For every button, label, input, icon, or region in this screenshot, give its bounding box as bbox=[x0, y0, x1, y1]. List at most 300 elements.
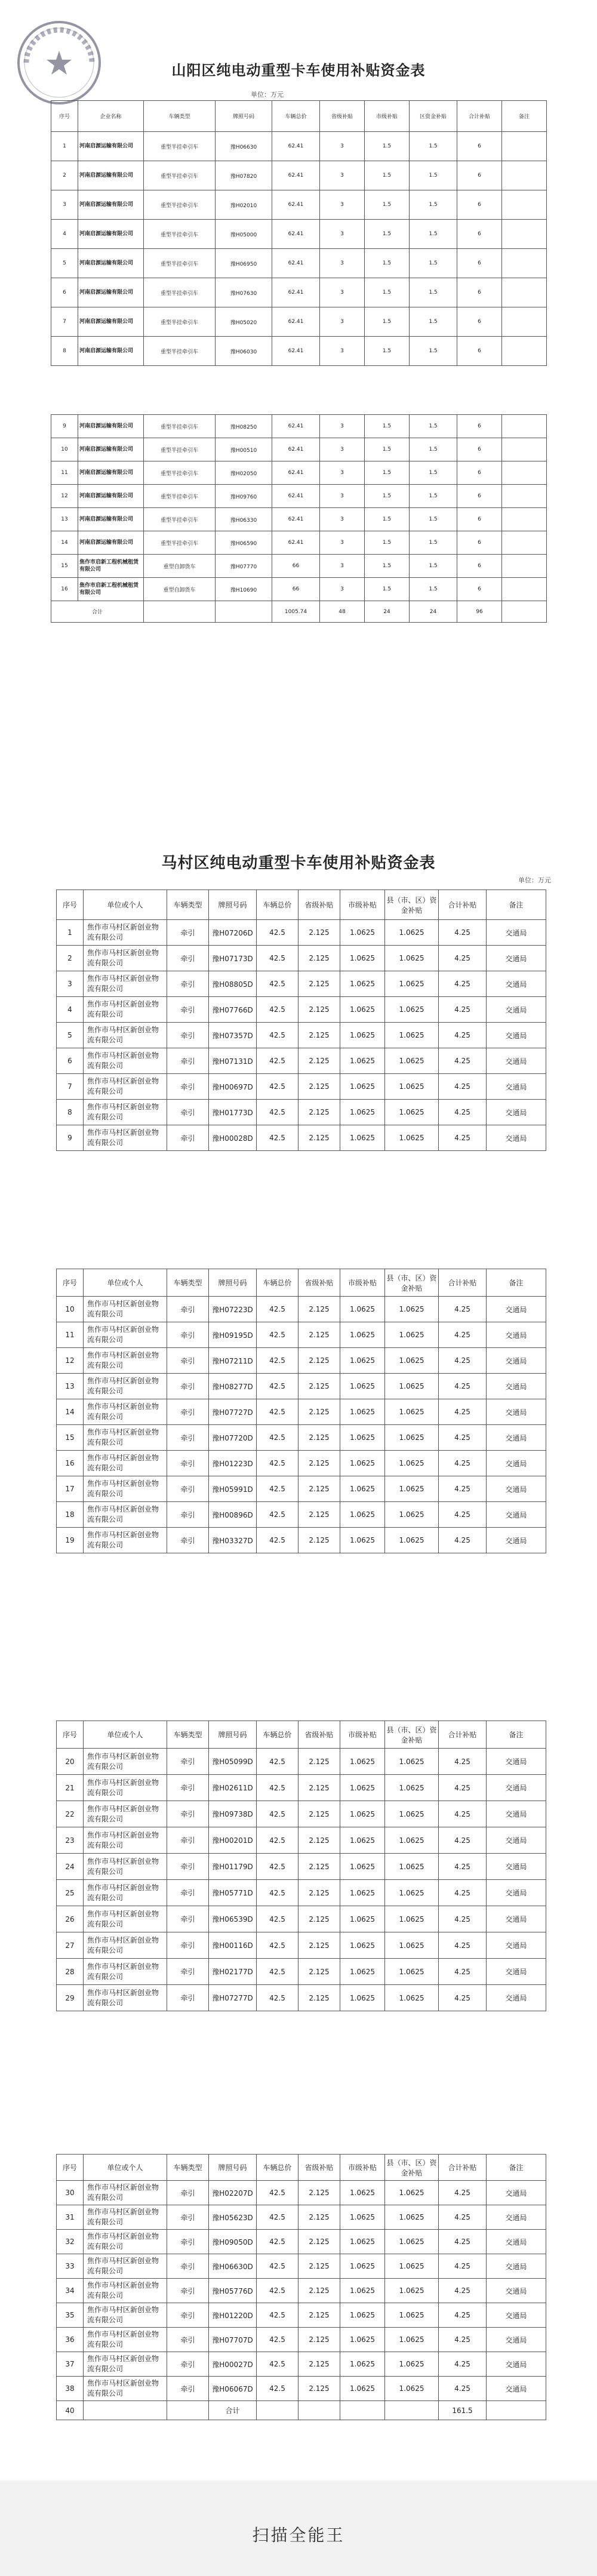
table-row bbox=[57, 1985, 546, 2011]
table-cell: 焦作市马村区新创业物流有限公司 bbox=[84, 1906, 167, 1932]
table-cell: 豫H05771D bbox=[209, 1880, 257, 1906]
table-cell: 14 bbox=[57, 1399, 84, 1425]
table-cell: 1.0625 bbox=[340, 1348, 385, 1374]
table-cell: 3 bbox=[320, 190, 365, 220]
table-row bbox=[51, 220, 547, 249]
table-cell: 3 bbox=[320, 161, 365, 190]
table-cell: 66 bbox=[272, 555, 320, 578]
table-cell: 1.5 bbox=[410, 485, 457, 508]
table-cell: 2.125 bbox=[298, 2279, 340, 2303]
table-cell: 1.0625 bbox=[385, 1125, 439, 1151]
table-cell: 1.5 bbox=[365, 132, 410, 161]
table-cell: 重型半挂牵引车 bbox=[144, 485, 216, 508]
table-cell: 1.0625 bbox=[340, 1100, 385, 1125]
table-cell: 10 bbox=[51, 438, 78, 461]
table-cell: 焦作市马村区新创业物流有限公司 bbox=[84, 1322, 167, 1348]
table-cell: 焦作市马村区新创业物流有限公司 bbox=[84, 1476, 167, 1502]
table-cell: 42.5 bbox=[257, 1425, 298, 1451]
table-cell: 3 bbox=[320, 132, 365, 161]
column-header: 备注 bbox=[487, 1721, 546, 1749]
table-cell: 1.5 bbox=[365, 485, 410, 508]
table-cell: 重型半挂牵引车 bbox=[144, 307, 216, 337]
table-cell: 交通局 bbox=[487, 1074, 546, 1100]
table-cell: 焦作市马村区新创业物流有限公司 bbox=[84, 997, 167, 1023]
table-cell: 河南启源运输有限公司 bbox=[78, 461, 144, 485]
table-cell: 焦作市马村区新创业物流有限公司 bbox=[84, 971, 167, 997]
table-cell: 2.125 bbox=[298, 1425, 340, 1451]
table-row bbox=[57, 1399, 546, 1425]
table-cell: 交通局 bbox=[487, 997, 546, 1023]
table-row bbox=[57, 2303, 546, 2328]
table-cell: 16 bbox=[51, 578, 78, 601]
table-cell: 7 bbox=[57, 1074, 84, 1100]
column-header: 序号 bbox=[57, 1721, 84, 1749]
column-header: 备注 bbox=[487, 1269, 546, 1297]
table-cell: 4.25 bbox=[439, 1959, 487, 1985]
table-cell: 4.25 bbox=[439, 1502, 487, 1528]
doc2-header-row-3 bbox=[57, 1721, 546, 1749]
table-row bbox=[57, 1932, 546, 1959]
table-cell: 6 bbox=[457, 278, 502, 307]
table-cell: 42.5 bbox=[257, 2303, 298, 2328]
table-cell: 42.5 bbox=[257, 1100, 298, 1125]
table-cell: 42.5 bbox=[257, 2377, 298, 2401]
table-cell: 重型半挂牵引车 bbox=[144, 190, 216, 220]
table-cell: 4.25 bbox=[439, 1100, 487, 1125]
table-cell: 1.0625 bbox=[385, 997, 439, 1023]
table-cell: 1.5 bbox=[410, 415, 457, 438]
table-cell: 重型半挂牵引车 bbox=[144, 161, 216, 190]
table-cell: 62.41 bbox=[272, 161, 320, 190]
table-cell: 1.0625 bbox=[340, 1399, 385, 1425]
table-cell bbox=[502, 531, 547, 555]
column-header: 备注 bbox=[487, 2155, 546, 2181]
table-cell: 豫H06590 bbox=[216, 531, 272, 555]
table-cell: 2 bbox=[51, 161, 78, 190]
column-header: 车辆总价 bbox=[257, 1721, 298, 1749]
column-header: 市级补贴 bbox=[340, 890, 385, 920]
table-cell: 17 bbox=[57, 1476, 84, 1502]
table-cell: 牵引 bbox=[167, 2205, 209, 2230]
column-header: 县（市、区）资金补贴 bbox=[385, 2155, 439, 2181]
table-cell: 交通局 bbox=[487, 1348, 546, 1374]
table-cell: 42.5 bbox=[257, 1775, 298, 1801]
table-cell: 1.0625 bbox=[385, 1528, 439, 1553]
table-cell: 33 bbox=[57, 2254, 84, 2279]
doc2-table-1 bbox=[56, 890, 546, 1151]
table-cell: 42.5 bbox=[257, 997, 298, 1023]
table-cell: 42.5 bbox=[257, 2205, 298, 2230]
table-cell: 1.0625 bbox=[340, 1801, 385, 1827]
table-cell: 交通局 bbox=[487, 946, 546, 971]
table-cell: 牵引 bbox=[167, 997, 209, 1023]
table-cell: 焦作市马村区新创业物流有限公司 bbox=[84, 1023, 167, 1048]
table-cell: 交通局 bbox=[487, 1880, 546, 1906]
table-cell: 1.0625 bbox=[385, 2279, 439, 2303]
table-cell: 4.25 bbox=[439, 1074, 487, 1100]
table-cell: 豫H00201D bbox=[209, 1827, 257, 1854]
table-cell: 4.25 bbox=[439, 920, 487, 946]
table-cell: 2.125 bbox=[298, 1074, 340, 1100]
table-row bbox=[57, 2181, 546, 2205]
table-cell: 13 bbox=[57, 1374, 84, 1399]
table-cell: 豫H07173D bbox=[209, 946, 257, 971]
table-cell: 焦作市马村区新创业物流有限公司 bbox=[84, 1749, 167, 1775]
table-cell: 豫H06950 bbox=[216, 249, 272, 278]
column-header: 单位或个人 bbox=[84, 2155, 167, 2181]
table-cell bbox=[502, 578, 547, 601]
doc1-title: 山阳区纯电动重型卡车使用补贴资金表 bbox=[171, 61, 426, 79]
table-cell: 重型半挂牵引车 bbox=[144, 415, 216, 438]
table-row bbox=[57, 1125, 546, 1151]
column-header: 牌照号码 bbox=[216, 101, 272, 132]
total-cell: 1005.74 bbox=[272, 601, 320, 623]
table-cell: 2.125 bbox=[298, 2328, 340, 2352]
table-cell: 豫H01220D bbox=[209, 2303, 257, 2328]
table-cell: 豫H07766D bbox=[209, 997, 257, 1023]
table-cell: 29 bbox=[57, 1985, 84, 2011]
table-cell: 4.25 bbox=[439, 1932, 487, 1959]
table-cell: 焦作市马村区新创业物流有限公司 bbox=[84, 1297, 167, 1322]
table-cell: 1.0625 bbox=[340, 920, 385, 946]
table-cell: 32 bbox=[57, 2230, 84, 2254]
table-cell: 4.25 bbox=[439, 1775, 487, 1801]
table-cell: 42.5 bbox=[257, 2181, 298, 2205]
table-cell: 15 bbox=[57, 1425, 84, 1451]
table-cell: 3 bbox=[320, 508, 365, 531]
table-cell: 6 bbox=[457, 555, 502, 578]
table-cell bbox=[502, 307, 547, 337]
column-header: 合计补贴 bbox=[439, 890, 487, 920]
table-cell: 42.5 bbox=[257, 2254, 298, 2279]
total-cell bbox=[340, 2401, 385, 2420]
table-cell: 62.41 bbox=[272, 249, 320, 278]
table-cell: 河南启源运输有限公司 bbox=[78, 161, 144, 190]
column-header: 序号 bbox=[57, 1269, 84, 1297]
table-cell: 62.41 bbox=[272, 278, 320, 307]
table-cell: 焦作市马村区新创业物流有限公司 bbox=[84, 2352, 167, 2377]
table-cell: 2.125 bbox=[298, 1100, 340, 1125]
table-cell: 10 bbox=[57, 1297, 84, 1322]
table-cell: 1.5 bbox=[410, 190, 457, 220]
table-cell: 1.0625 bbox=[340, 1880, 385, 1906]
table-cell: 1.0625 bbox=[385, 1932, 439, 1959]
table-cell: 1.0625 bbox=[385, 1775, 439, 1801]
table-cell: 23 bbox=[57, 1827, 84, 1854]
table-cell: 1.5 bbox=[365, 278, 410, 307]
table-row bbox=[51, 555, 547, 578]
table-row bbox=[57, 1502, 546, 1528]
table-cell: 豫H01223D bbox=[209, 1451, 257, 1476]
total-cell: 161.5 bbox=[439, 2401, 487, 2420]
table-cell: 1.0625 bbox=[340, 1451, 385, 1476]
table-cell: 3 bbox=[320, 555, 365, 578]
table-cell: 交通局 bbox=[487, 1451, 546, 1476]
table-cell: 2.125 bbox=[298, 997, 340, 1023]
table-cell: 豫H00697D bbox=[209, 1074, 257, 1100]
table-cell: 河南启源运输有限公司 bbox=[78, 337, 144, 366]
table-cell: 4 bbox=[51, 220, 78, 249]
table-cell: 1.0625 bbox=[385, 2254, 439, 2279]
table-cell: 9 bbox=[51, 415, 78, 438]
table-cell: 42.5 bbox=[257, 1801, 298, 1827]
table-cell: 42.5 bbox=[257, 946, 298, 971]
table-cell: 2.125 bbox=[298, 1502, 340, 1528]
doc2-header-row bbox=[57, 890, 546, 920]
table-cell: 62.41 bbox=[272, 307, 320, 337]
table-cell: 1.0625 bbox=[340, 997, 385, 1023]
table-cell: 1.0625 bbox=[340, 1048, 385, 1074]
table-cell: 2.125 bbox=[298, 1985, 340, 2011]
total-cell bbox=[487, 2401, 546, 2420]
table-cell: 交通局 bbox=[487, 1374, 546, 1399]
table-cell: 1.0625 bbox=[340, 1023, 385, 1048]
table-cell: 牵引 bbox=[167, 1125, 209, 1151]
table-cell: 1.0625 bbox=[385, 2303, 439, 2328]
table-cell: 交通局 bbox=[487, 1959, 546, 1985]
table-cell: 1.5 bbox=[410, 132, 457, 161]
table-cell: 1.0625 bbox=[340, 2230, 385, 2254]
table-cell bbox=[502, 508, 547, 531]
table-cell bbox=[502, 278, 547, 307]
table-cell: 14 bbox=[51, 531, 78, 555]
column-header: 合计补贴 bbox=[439, 1269, 487, 1297]
table-cell: 豫H05776D bbox=[209, 2279, 257, 2303]
table-row bbox=[57, 1023, 546, 1048]
table-cell: 1.0625 bbox=[340, 1528, 385, 1553]
table-cell: 2.125 bbox=[298, 2230, 340, 2254]
table-cell: 交通局 bbox=[487, 971, 546, 997]
table-cell bbox=[502, 555, 547, 578]
table-cell: 6 bbox=[457, 438, 502, 461]
table-cell: 2.125 bbox=[298, 1348, 340, 1374]
column-header: 序号 bbox=[57, 890, 84, 920]
table-cell: 1.0625 bbox=[340, 2352, 385, 2377]
table-cell: 1.0625 bbox=[385, 946, 439, 971]
table-cell: 24 bbox=[57, 1854, 84, 1880]
total-cell: 24 bbox=[365, 601, 410, 623]
table-cell: 焦作市马村区新创业物流有限公司 bbox=[84, 1932, 167, 1959]
table-cell: 豫H09738D bbox=[209, 1801, 257, 1827]
table-cell: 20 bbox=[57, 1749, 84, 1775]
doc2-table-4 bbox=[56, 2154, 546, 2420]
table-cell: 焦作市马村区新创业物流有限公司 bbox=[84, 1100, 167, 1125]
table-cell: 4.25 bbox=[439, 1528, 487, 1553]
table-cell: 豫H03327D bbox=[209, 1528, 257, 1553]
table-cell: 2.125 bbox=[298, 1801, 340, 1827]
table-cell: 焦作市马村区新创业物流有限公司 bbox=[84, 1854, 167, 1880]
table-cell: 焦作市马村区新创业物流有限公司 bbox=[84, 1502, 167, 1528]
table-cell: 4.25 bbox=[439, 946, 487, 971]
table-cell: 4.25 bbox=[439, 2205, 487, 2230]
table-cell: 河南启源运输有限公司 bbox=[78, 508, 144, 531]
table-cell: 6 bbox=[457, 190, 502, 220]
table-cell bbox=[502, 190, 547, 220]
table-row bbox=[51, 531, 547, 555]
table-cell: 牵引 bbox=[167, 1425, 209, 1451]
table-cell: 交通局 bbox=[487, 1048, 546, 1074]
table-cell: 1.0625 bbox=[340, 2254, 385, 2279]
table-cell: 重型自卸货车 bbox=[144, 578, 216, 601]
table-cell: 4.25 bbox=[439, 1451, 487, 1476]
table-cell: 36 bbox=[57, 2328, 84, 2352]
table-cell: 13 bbox=[51, 508, 78, 531]
column-header: 合计补贴 bbox=[439, 2155, 487, 2181]
table-cell: 焦作市马村区新创业物流有限公司 bbox=[84, 1048, 167, 1074]
table-cell: 豫H07720D bbox=[209, 1425, 257, 1451]
table-cell: 牵引 bbox=[167, 1074, 209, 1100]
table-cell: 1.0625 bbox=[385, 1827, 439, 1854]
table-cell: 牵引 bbox=[167, 1827, 209, 1854]
table-cell: 豫H06030 bbox=[216, 337, 272, 366]
column-header: 市级补贴 bbox=[340, 1269, 385, 1297]
table-cell: 4.25 bbox=[439, 1880, 487, 1906]
table-cell: 1.5 bbox=[365, 578, 410, 601]
table-cell: 42.5 bbox=[257, 1297, 298, 1322]
table-cell: 1.0625 bbox=[385, 1425, 439, 1451]
table-cell: 42.5 bbox=[257, 1985, 298, 2011]
table-cell: 重型自卸货车 bbox=[144, 555, 216, 578]
table-cell: 河南启源运输有限公司 bbox=[78, 531, 144, 555]
table-cell: 2.125 bbox=[298, 2254, 340, 2279]
table-cell: 2.125 bbox=[298, 2377, 340, 2401]
doc1-unit: 单位：万元 bbox=[251, 91, 284, 99]
table-cell: 1.0625 bbox=[340, 2328, 385, 2352]
table-cell: 6 bbox=[457, 578, 502, 601]
table-cell: 7 bbox=[51, 307, 78, 337]
doc1-table-1 bbox=[51, 100, 547, 366]
table-cell: 1.0625 bbox=[340, 1827, 385, 1854]
table-cell: 牵引 bbox=[167, 1451, 209, 1476]
table-cell: 1.0625 bbox=[385, 1502, 439, 1528]
table-row bbox=[51, 337, 547, 366]
table-cell: 河南启源运输有限公司 bbox=[78, 438, 144, 461]
table-cell: 3 bbox=[320, 485, 365, 508]
table-cell: 1.0625 bbox=[340, 1906, 385, 1932]
table-cell: 1.0625 bbox=[385, 2205, 439, 2230]
table-cell: 2.125 bbox=[298, 2303, 340, 2328]
table-cell: 交通局 bbox=[487, 2303, 546, 2328]
table-cell: 1.0625 bbox=[385, 1100, 439, 1125]
table-cell: 豫H02207D bbox=[209, 2181, 257, 2205]
table-row bbox=[51, 249, 547, 278]
table-cell: 42.5 bbox=[257, 1074, 298, 1100]
table-cell: 1.5 bbox=[410, 278, 457, 307]
column-header: 车辆总价 bbox=[272, 101, 320, 132]
table-cell: 牵引 bbox=[167, 1906, 209, 1932]
table-cell: 豫H07357D bbox=[209, 1023, 257, 1048]
table-row bbox=[57, 1528, 546, 1553]
table-cell: 牵引 bbox=[167, 1399, 209, 1425]
table-cell: 1.0625 bbox=[385, 2352, 439, 2377]
table-cell: 1.5 bbox=[365, 190, 410, 220]
table-cell: 1.0625 bbox=[385, 1451, 439, 1476]
table-cell: 1.0625 bbox=[340, 1985, 385, 2011]
table-cell: 4.25 bbox=[439, 1749, 487, 1775]
table-cell: 交通局 bbox=[487, 920, 546, 946]
table-cell: 1.5 bbox=[365, 415, 410, 438]
table-cell: 1.5 bbox=[365, 307, 410, 337]
table-cell: 1 bbox=[57, 920, 84, 946]
table-row bbox=[57, 971, 546, 997]
table-row bbox=[57, 920, 546, 946]
table-cell: 42.5 bbox=[257, 1374, 298, 1399]
doc1-header-row bbox=[51, 101, 547, 132]
table-cell: 河南启源运输有限公司 bbox=[78, 132, 144, 161]
table-cell: 交通局 bbox=[487, 1322, 546, 1348]
table-cell: 牵引 bbox=[167, 2377, 209, 2401]
table-cell: 42.5 bbox=[257, 920, 298, 946]
table-cell: 交通局 bbox=[487, 1502, 546, 1528]
table-cell: 1.0625 bbox=[385, 1749, 439, 1775]
column-header: 省级补贴 bbox=[320, 101, 365, 132]
table-cell: 2.125 bbox=[298, 1775, 340, 1801]
table-cell: 62.41 bbox=[272, 220, 320, 249]
table-cell: 1.0625 bbox=[340, 1932, 385, 1959]
table-cell: 牵引 bbox=[167, 1374, 209, 1399]
table-cell: 豫H00028D bbox=[209, 1125, 257, 1151]
table-cell: 焦作市马村区新创业物流有限公司 bbox=[84, 1959, 167, 1985]
total-cell: 40 bbox=[57, 2401, 84, 2420]
table-row bbox=[57, 1959, 546, 1985]
table-cell: 重型半挂牵引车 bbox=[144, 249, 216, 278]
table-cell: 1.0625 bbox=[385, 1476, 439, 1502]
table-cell: 河南启源运输有限公司 bbox=[78, 190, 144, 220]
table-cell: 19 bbox=[57, 1528, 84, 1553]
table-cell: 豫H08250 bbox=[216, 415, 272, 438]
table-cell: 交通局 bbox=[487, 1476, 546, 1502]
table-cell: 焦作市马村区新创业物流有限公司 bbox=[84, 946, 167, 971]
table-cell: 1.0625 bbox=[385, 1322, 439, 1348]
table-cell: 牵引 bbox=[167, 1932, 209, 1959]
table-cell: 豫H06630D bbox=[209, 2254, 257, 2279]
table-cell: 6 bbox=[457, 485, 502, 508]
table-cell: 豫H02050 bbox=[216, 461, 272, 485]
table-cell: 交通局 bbox=[487, 1827, 546, 1854]
table-cell: 42.5 bbox=[257, 1880, 298, 1906]
column-header: 序号 bbox=[57, 2155, 84, 2181]
table-cell: 牵引 bbox=[167, 920, 209, 946]
table-cell: 62.41 bbox=[272, 132, 320, 161]
table-cell: 1.0625 bbox=[385, 1374, 439, 1399]
table-cell: 1.0625 bbox=[385, 1880, 439, 1906]
table-cell bbox=[502, 415, 547, 438]
table-cell: 62.41 bbox=[272, 438, 320, 461]
table-row bbox=[57, 2377, 546, 2401]
table-cell: 42.5 bbox=[257, 2279, 298, 2303]
table-row bbox=[51, 190, 547, 220]
column-header: 牌照号码 bbox=[209, 1269, 257, 1297]
table-cell: 42.5 bbox=[257, 1399, 298, 1425]
table-cell: 1.0625 bbox=[340, 1959, 385, 1985]
table-cell: 66 bbox=[272, 578, 320, 601]
table-cell: 交通局 bbox=[487, 1985, 546, 2011]
scanner-brand-label: 扫描全能王 bbox=[252, 2525, 345, 2545]
column-header: 备注 bbox=[502, 101, 547, 132]
table-cell: 3 bbox=[320, 337, 365, 366]
table-cell: 焦作市马村区新创业物流有限公司 bbox=[84, 1125, 167, 1151]
table-cell: 42.5 bbox=[257, 1322, 298, 1348]
column-header: 车辆总价 bbox=[257, 2155, 298, 2181]
table-cell: 1.0625 bbox=[385, 2328, 439, 2352]
table-cell: 1.5 bbox=[365, 220, 410, 249]
table-cell: 豫H05991D bbox=[209, 1476, 257, 1502]
table-cell: 6 bbox=[457, 161, 502, 190]
table-cell: 豫H08805D bbox=[209, 971, 257, 997]
table-cell: 牵引 bbox=[167, 946, 209, 971]
column-header: 单位或个人 bbox=[84, 1721, 167, 1749]
table-cell: 62.41 bbox=[272, 415, 320, 438]
